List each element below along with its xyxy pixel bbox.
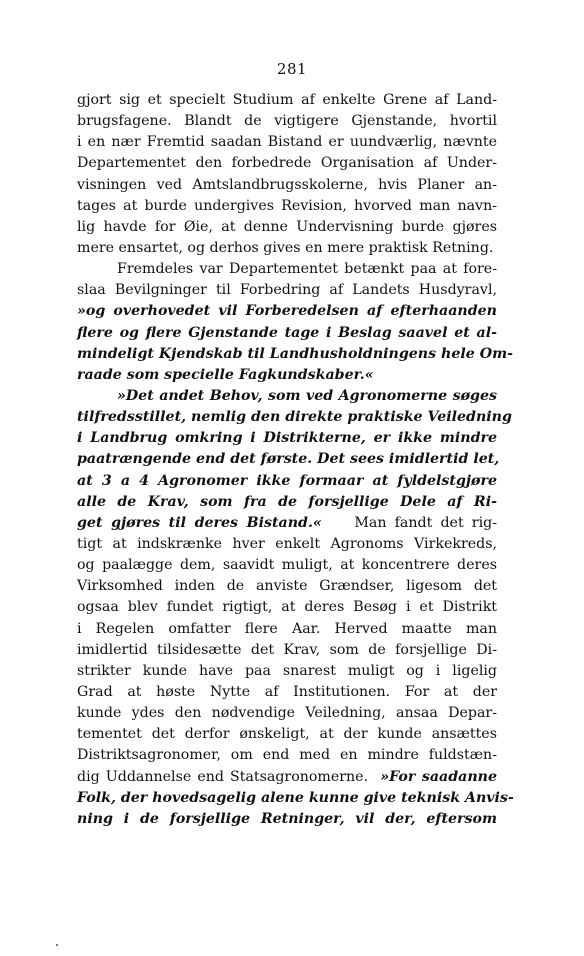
italic-quote-start: »For saadanne bbox=[380, 768, 497, 785]
italic-quote-line: alle de Krav, som fra de forsjellige Dele af Ri- bbox=[77, 493, 497, 510]
text-line: i Regelen omfatter flere Aar. Herved maatte man bbox=[77, 620, 497, 637]
italic-quote-end: get gjøres til deres Bistand.« bbox=[77, 514, 322, 531]
body-text bbox=[77, 90, 514, 830]
text-line: visningen ved Amtslandbrugsskolerne, hvis Planer an- bbox=[77, 176, 497, 193]
italic-quote-line: Folk, der hovedsagelig alene kunne give teknisk Anvis- bbox=[77, 789, 514, 806]
mixed-line bbox=[77, 767, 497, 788]
paper-speck bbox=[56, 944, 58, 946]
text-line: kunde ydes den nødvendige Veiledning, ansaa Depar- bbox=[77, 705, 497, 722]
text-line: slaa Bevilgninger til Forbedring af Landets Husdyravl, bbox=[77, 282, 497, 299]
text-segment: dig Uddannelse end Statsagronomerne. bbox=[77, 768, 369, 785]
italic-quote-line: raade som specielle Fagkundskaber.« bbox=[77, 366, 374, 383]
text-line: strikter kunde have paa snarest muligt og i ligelig bbox=[77, 662, 497, 679]
text-line: lig havde for Øie, at denne Undervisning burde gjøres bbox=[77, 218, 497, 235]
italic-quote-line: »og overhovedet vil Forberedelsen af efterhaanden bbox=[77, 303, 497, 320]
text-line: Grad at høste Nytte af Institutionen. For at der bbox=[77, 683, 497, 700]
text-line: tementet det derfor ønskeligt, at der kunde ansættes bbox=[77, 726, 497, 743]
text-line: ogsaa blev fundet rigtigt, at deres Besøg i et Distrikt bbox=[77, 599, 497, 616]
text-line: mere ensartet, og derhos gives en mere praktisk Retning. bbox=[77, 239, 494, 256]
italic-quote-line: »Det andet Behov, som ved Agronomerne søges bbox=[117, 387, 497, 404]
italic-quote-line: paatrængende end det første. Det sees imidlertid let, bbox=[77, 451, 500, 468]
text-continuation: Man fandt det rig- bbox=[354, 514, 497, 531]
text-line: tigt at indskrænke hver enkelt Agronoms Virkekreds, bbox=[77, 535, 497, 552]
text-line: imidlertid tilsidesætte det Krav, som de forsjellige Di- bbox=[77, 641, 497, 658]
text-line: Departementet den forbedrede Organisation af Under- bbox=[77, 155, 497, 172]
italic-quote-line: tilfredsstillet, nemlig den direkte praktiske Veiledning bbox=[77, 409, 512, 426]
text-line: gjort sig et specielt Studium af enkelte Grene af Land- bbox=[77, 92, 497, 108]
italic-quote-line: flere og flere Gjenstande tage i Beslag saavel et al- bbox=[77, 324, 497, 341]
text-line: i en nær Fremtid saadan Bistand er uundværlig, nævnte bbox=[77, 134, 497, 151]
text-line: tages at burde undergives Revision, hvorved man navn- bbox=[77, 197, 497, 214]
page-number: 281 bbox=[276, 60, 308, 78]
text-line: og paalægge dem, saavidt muligt, at koncentrere deres bbox=[77, 557, 497, 574]
italic-quote-line: at 3 a 4 Agronomer ikke formaar at fyldelstgjøre bbox=[77, 472, 497, 489]
text-line: brugsfagene. Blandt de vigtigere Gjenstande, hvortil bbox=[77, 113, 497, 130]
mixed-line bbox=[77, 513, 497, 534]
text-line: Virksomhed inden de anviste Grændser, ligesom det bbox=[77, 578, 497, 595]
text-line: Distriktsagronomer, om end med en mindre fuldstæn- bbox=[77, 747, 497, 764]
italic-quote-line: mindeligt Kjendskab til Landhusholdningens hele Om- bbox=[77, 345, 513, 362]
italic-quote-line: i Landbrug omkring i Distrikterne, er ikke mindre bbox=[77, 430, 497, 447]
italic-quote-line: ning i de forsjellige Retninger, vil der, eftersom bbox=[77, 810, 497, 827]
text-line: Fremdeles var Departementet betænkt paa at fore- bbox=[117, 261, 497, 278]
